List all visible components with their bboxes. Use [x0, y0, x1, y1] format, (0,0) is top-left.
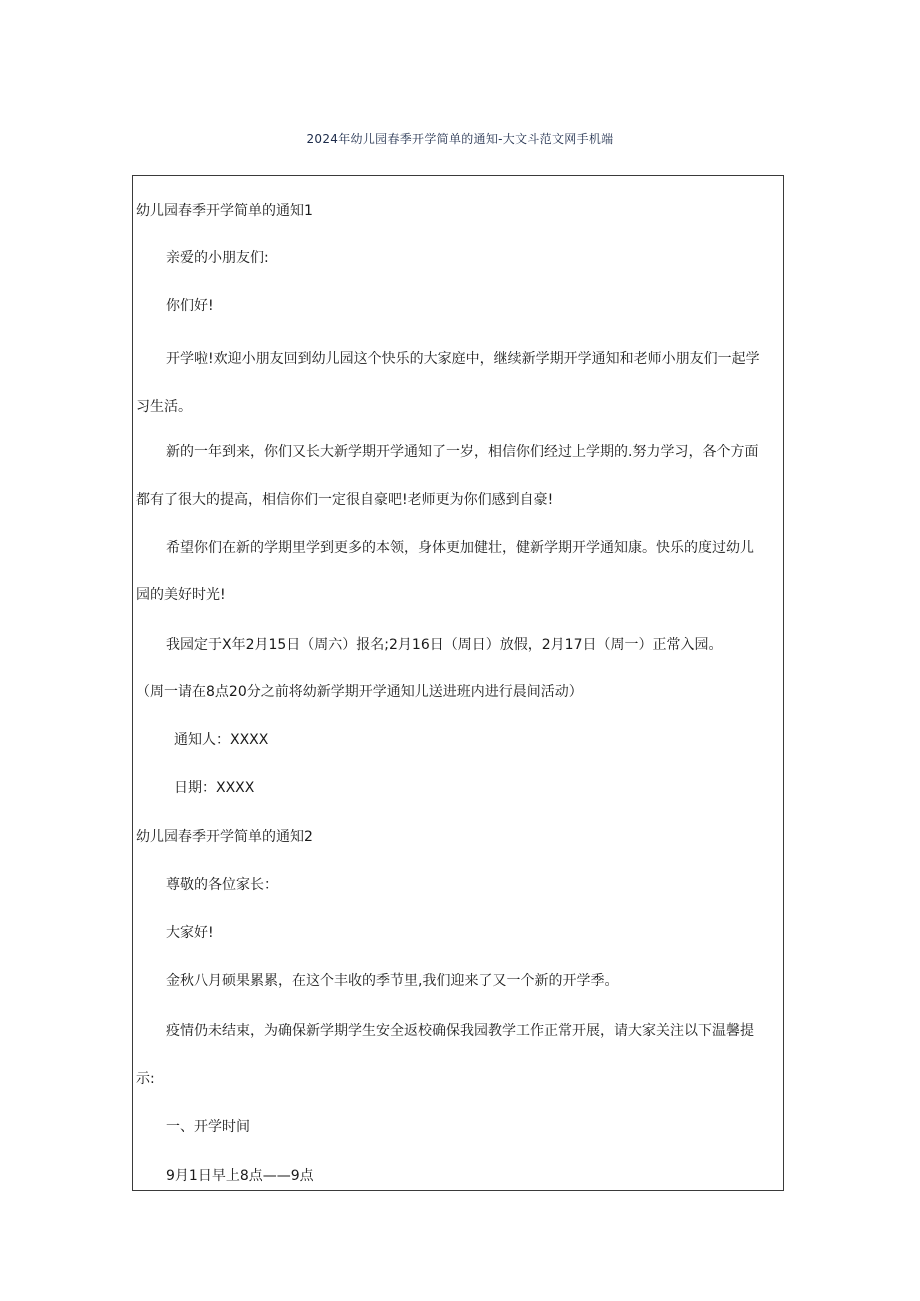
paragraph-line: 习生活。: [136, 399, 192, 415]
paragraph-line: 开学啦!欢迎小朋友回到幼儿园这个快乐的大家庭中，继续新学期开学通知和老师小朋友们一起学: [166, 351, 760, 367]
list-heading: 一、开学时间: [166, 1119, 250, 1135]
date-line: 日期：XXXX: [174, 780, 255, 796]
greeting: 你们好!: [166, 298, 214, 314]
paragraph-line: 我园定于X年2月15日（周六）报名;2月16日（周日）放假，2月17日（周一）正常入园。: [166, 637, 723, 653]
salutation: 尊敬的各位家长：: [166, 877, 278, 893]
paragraph-line: 新的一年到来，你们又长大新学期开学通知了一岁，相信你们经过上学期的.努力学习，各个方面: [166, 444, 759, 460]
section-heading-1: 幼儿园春季开学简单的通知1: [136, 203, 313, 219]
notifier-line: 通知人：XXXX: [174, 732, 269, 748]
section-heading-2: 幼儿园春季开学简单的通知2: [136, 829, 313, 845]
paragraph-line: 园的美好时光!: [136, 587, 226, 603]
greeting: 大家好!: [166, 925, 214, 941]
paragraph-line: 疫情仍未结束，为确保新学期学生安全返校确保我园教学工作正常开展，请大家关注以下温馨提: [166, 1023, 754, 1039]
paragraph-line: 都有了很大的提高，相信你们一定很自豪吧!老师更为你们感到自豪!: [136, 492, 554, 508]
paragraph-line: 金秋八月硕果累累，在这个丰收的季节里,我们迎来了又一个新的开学季。: [166, 973, 619, 989]
document-frame: [132, 175, 784, 1191]
time-line: 9月1日早上8点——9点: [166, 1168, 314, 1184]
salutation: 亲爱的小朋友们:: [166, 250, 269, 266]
paragraph-line: （周一请在8点20分之前将幼新学期开学通知儿送进班内进行晨间活动）: [136, 684, 583, 700]
paragraph-line: 示:: [136, 1071, 155, 1087]
paragraph-line: 希望你们在新的学期里学到更多的本领，身体更加健壮，健新学期开学通知康。快乐的度过幼儿: [166, 540, 754, 556]
document-title: 2024年幼儿园春季开学简单的通知-大文斗范文网手机端: [306, 132, 614, 146]
